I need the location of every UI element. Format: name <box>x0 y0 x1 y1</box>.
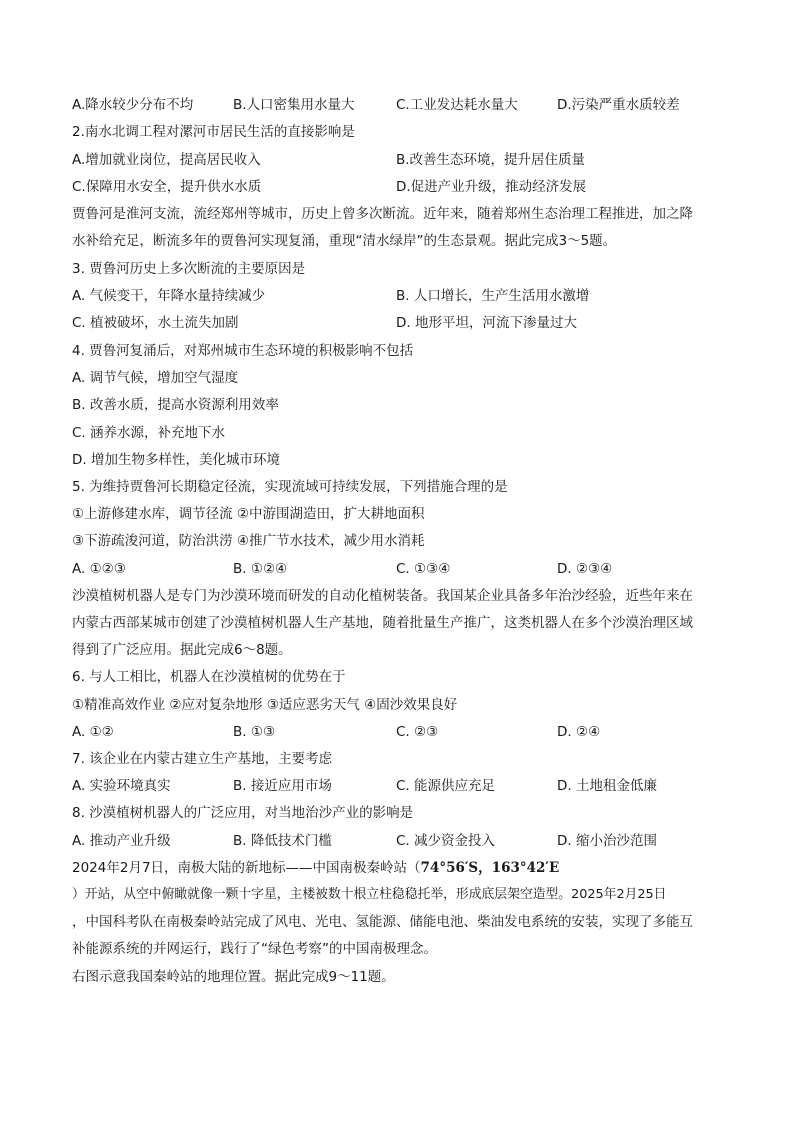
passage2-line1: 贾鲁河是淮河支流，流经郑州等城市，历史上曾多次断流。近年来，随着郑州生态治理工程推进，加之降 <box>72 206 693 222</box>
q2-stem: 2.南水北调工程对漯河市居民生活的直接影响是 <box>72 124 355 140</box>
q5-option-b: B. ①②④ <box>233 561 288 577</box>
q6-items: ①精准高效作业 ②应对复杂地形 ③适应恶劣天气 ④固沙效果良好 <box>72 697 458 713</box>
q3-option-d: D. 地形平坦，河流下渗量过大 <box>396 315 577 331</box>
q2-option-d: D.促进产业升级，推动经济发展 <box>396 179 587 195</box>
passage2-line2: 水补给充足，断流多年的贾鲁河实现复涌，重现“清水绿岸”的生态景观。据此完成3～5题。 <box>72 233 617 249</box>
q3-option-c: C. 植被破坏，水土流失加剧 <box>72 315 239 331</box>
q4-option-a: A. 调节气候，增加空气湿度 <box>72 370 239 386</box>
passage4-line1 <box>72 858 722 878</box>
q8-stem: 8. 沙漠植树机器人的广泛应用，对当地治沙产业的影响是 <box>72 805 414 821</box>
q6-option-c: C. ②③ <box>396 724 439 740</box>
q4-stem: 4. 贾鲁河复涌后，对郑州城市生态环境的积极影响不包括 <box>72 343 414 359</box>
q3-option-a: A. 气候变干，年降水量持续减少 <box>72 288 266 304</box>
q5-option-a: A. ①②③ <box>72 561 126 577</box>
q4-option-c: C. 涵养水源，补充地下水 <box>72 425 226 441</box>
q1-option-b: B.人口密集用水量大 <box>233 97 355 113</box>
passage4-line1-text: 2024年2月7日，南极大陆的新地标——中国南极秦岭站（ <box>72 860 421 876</box>
q8-option-c: C. 减少资金投入 <box>396 833 496 849</box>
q3-option-b: B. 人口增长，生产生活用水激增 <box>396 288 590 304</box>
passage3-line1: 沙漠植树机器人是专门为沙漠环境而研发的自动化植树装备。我国某企业具备多年治沙经验，近些年来在 <box>72 588 693 604</box>
q1-option-a: A.降水较少分布不均 <box>72 97 194 113</box>
q5-option-d: D. ②③④ <box>557 561 613 577</box>
q7-option-a: A. 实验环境真实 <box>72 778 171 794</box>
q7-option-c: C. 能源供应充足 <box>396 778 496 794</box>
passage4-line3: ，中国科考队在南极秦岭站完成了风电、光电、氢能源、储能电池、柴油发电系统的安装，实现了多能互 <box>72 914 693 930</box>
q7-stem: 7. 该企业在内蒙古建立生产基地，主要考虑 <box>72 751 333 767</box>
passage4-line4: 补能源系统的并网运行，践行了“绿色考察”的中国南极理念。 <box>72 941 437 957</box>
q6-option-b: B. ①③ <box>233 724 276 740</box>
q5-item-line2: ③下游疏浚河道，防治洪涝 ④推广节水技术，减少用水消耗 <box>72 533 425 549</box>
q1-option-c: C.工业发达耗水量大 <box>396 97 518 113</box>
q8-option-a: A. 推动产业升级 <box>72 833 171 849</box>
q6-option-a: A. ①② <box>72 724 114 740</box>
passage3-line3: 得到了广泛应用。据此完成6～8题。 <box>72 642 292 658</box>
q4-option-d: D. 增加生物多样性，美化城市环境 <box>72 452 280 468</box>
passage4-line5: 右图示意我国秦岭站的地理位置。据此完成9～11题。 <box>72 969 395 985</box>
q5-item-line1: ①上游修建水库，调节径流 ②中游围湖造田，扩大耕地面积 <box>72 506 425 522</box>
passage4-line2: ）开站，从空中俯瞰就像一颗十字星，主楼被数十根立柱稳稳托举，形成底层架空造型。2025年2月25日 <box>72 887 667 902</box>
q4-option-b: B. 改善水质，提高水资源利用效率 <box>72 397 279 413</box>
q8-option-b: B. 降低技术门槛 <box>233 833 332 849</box>
q8-option-d: D. 缩小治沙范围 <box>557 833 657 849</box>
q6-option-d: D. ②④ <box>557 724 601 740</box>
q2-option-c: C.保障用水安全，提升供水水质 <box>72 179 262 195</box>
passage3-line2: 内蒙古西部某城市创建了沙漠植树机器人生产基地，随着批量生产推广，这类机器人在多个沙漠治理区域 <box>72 615 693 631</box>
q1-option-d: D.污染严重水质较差 <box>557 97 680 113</box>
q7-option-b: B. 接近应用市场 <box>233 778 332 794</box>
q3-stem: 3. 贾鲁河历史上多次断流的主要原因是 <box>72 261 306 277</box>
q6-stem: 6. 与人工相比，机器人在沙漠植树的优势在于 <box>72 669 346 685</box>
q2-option-a: A.增加就业岗位，提高居民收入 <box>72 152 261 168</box>
q7-option-d: D. 土地租金低廉 <box>557 778 657 794</box>
q5-option-c: C. ①③④ <box>396 561 451 577</box>
q2-option-b: B.改善生态环境，提升居住质量 <box>396 152 586 168</box>
q5-stem: 5. 为维持贾鲁河长期稳定径流，实现流域可持续发展，下列措施合理的是 <box>72 479 508 495</box>
station-coordinates: 74°56′S，163°42′E <box>420 860 560 876</box>
